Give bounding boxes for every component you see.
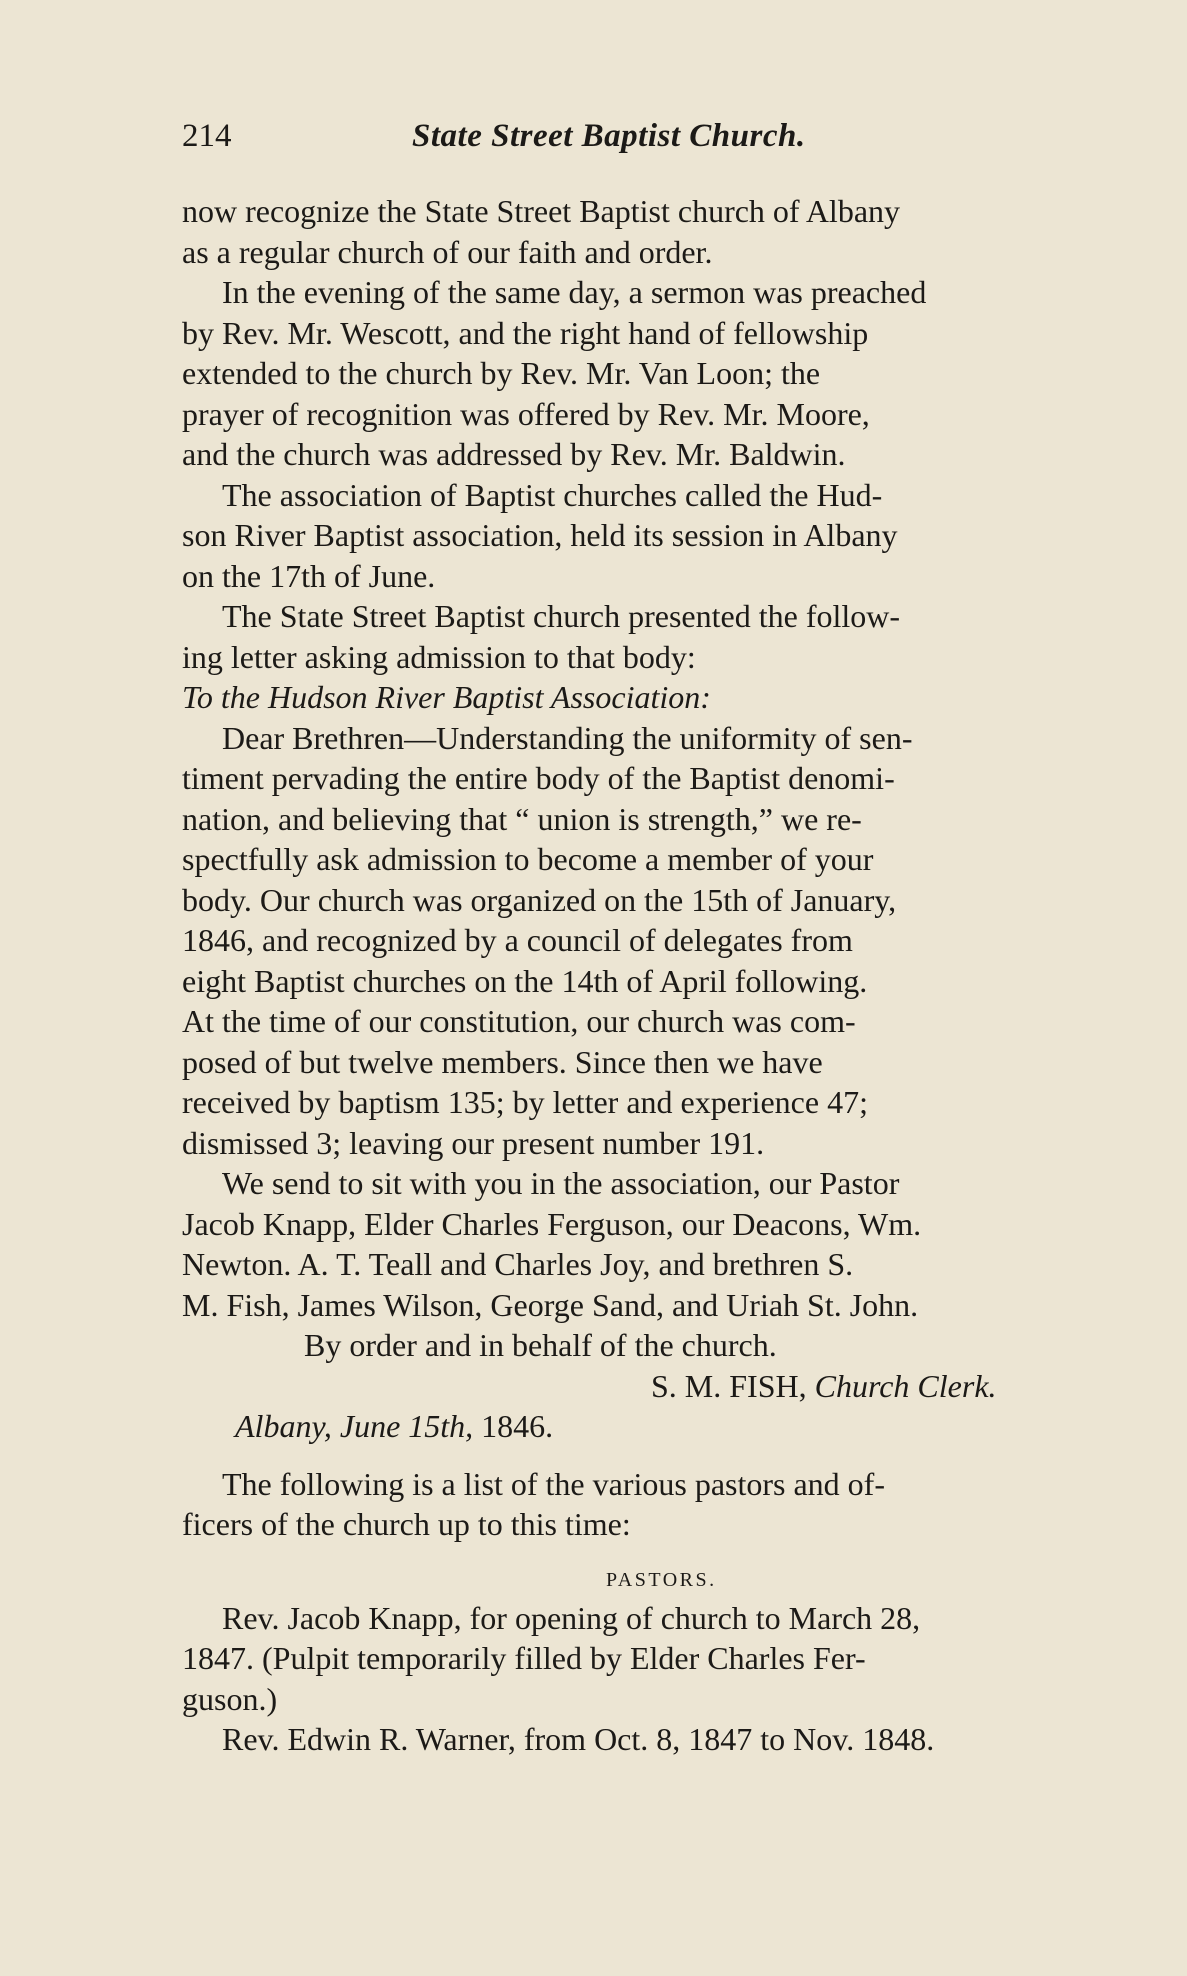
text-line: Newton. A. T. Teall and Charles Joy, and brethren S. — [182, 1246, 854, 1282]
page-number: 214 — [182, 118, 232, 154]
text-line: Jacob Knapp, Elder Charles Ferguson, our Deacons, Wm. — [182, 1205, 922, 1242]
date-place: Albany, June 15th, — [235, 1408, 474, 1444]
text-line: At the time of our constitution, our church was com- — [182, 1003, 856, 1039]
page-header — [182, 118, 942, 166]
body-text — [182, 191, 1187, 1760]
text-line: by Rev. Mr. Wescott, and the right hand of fellowship — [182, 314, 869, 351]
text-line: spectfully ask admission to become a member of your — [182, 841, 874, 877]
text-line: In the evening of the same day, a sermon was preached — [222, 274, 927, 310]
text-line: son River Baptist association, held its session in Albany — [182, 517, 898, 553]
text-line: 1846, and recognized by a council of delegates from — [182, 922, 853, 958]
text-line: posed of but twelve members. Since then we have — [182, 1043, 823, 1080]
text-line: extended to the church by Rev. Mr. Van Loon; the — [182, 355, 821, 391]
text-line: nation, and believing that “ union is strength,” we re- — [182, 800, 862, 837]
text-line: Dear Brethren—Understanding the uniformity of sen- — [222, 719, 913, 756]
paragraph-gap — [182, 1447, 1187, 1464]
signature-title: Church Clerk. — [814, 1367, 997, 1404]
date-line — [182, 1406, 1187, 1447]
text-line: ficers of the church up to this time: — [182, 1506, 631, 1542]
section-heading-pastors: PASTORS. — [606, 1568, 717, 1591]
date-year: 1846. — [481, 1408, 554, 1444]
text-line: on the 17th of June. — [182, 557, 436, 594]
text-line: By order and in behalf of the church. — [304, 1327, 777, 1363]
letter-salutation: To the Hudson River Baptist Association: — [182, 679, 711, 715]
text-line: timent pervading the entire body of the Baptist denomi- — [182, 760, 895, 796]
text-line: guson.) — [182, 1680, 278, 1717]
text-line: 1847. (Pulpit temporarily filled by Elder Charles Fer- — [182, 1640, 866, 1676]
text-line: dismissed 3; leaving our present number 191. — [182, 1124, 765, 1161]
running-title: State Street Baptist Church. — [412, 118, 806, 154]
text-line: now recognize the State Street Baptist church of Albany — [182, 193, 901, 229]
text-line: M. Fish, James Wilson, George Sand, and Uriah St. John. — [182, 1286, 919, 1323]
text-line: received by baptism 135; by letter and experience 47; — [182, 1084, 868, 1120]
text-line: We send to sit with you in the association, our Pastor — [222, 1165, 900, 1201]
text-line: prayer of recognition was offered by Rev. Mr. Moore, — [182, 395, 870, 432]
text-line: Rev. Edwin R. Warner, from Oct. 8, 1847 to Nov. 1848. — [222, 1721, 935, 1757]
text-line: eight Baptist churches on the 14th of April following. — [182, 962, 868, 999]
text-line: The State Street Baptist church presented the follow- — [222, 598, 901, 634]
text-line: Rev. Jacob Knapp, for opening of church to March 28, — [222, 1599, 921, 1636]
text-line: body. Our church was organized on the 15th of January, — [182, 881, 897, 918]
text-line: as a regular church of our faith and order. — [182, 233, 713, 270]
text-line: ing letter asking admission to that body: — [182, 638, 696, 675]
signature-line — [182, 1366, 1187, 1407]
text-line: and the church was addressed by Rev. Mr. Baldwin. — [182, 436, 846, 472]
signature-name: S. M. FISH, — [651, 1367, 807, 1404]
paragraph-gap — [182, 1545, 1187, 1562]
text-line: The following is a list of the various pastors and of- — [222, 1465, 885, 1502]
text-line: The association of Baptist churches called the Hud- — [222, 476, 883, 513]
